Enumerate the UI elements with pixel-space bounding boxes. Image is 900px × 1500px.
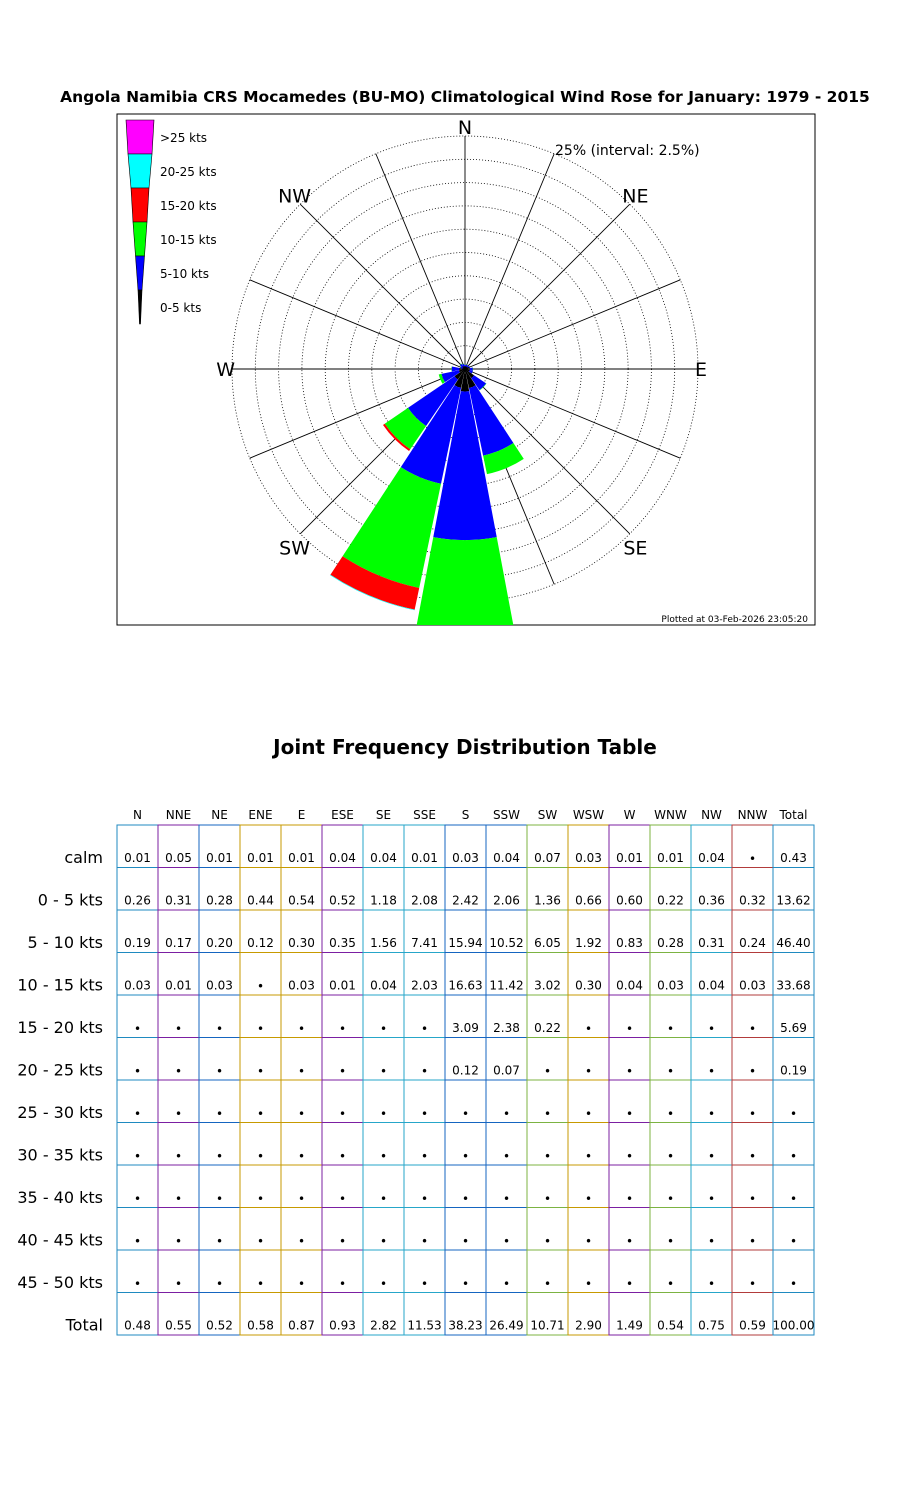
table-cell: • bbox=[215, 1192, 224, 1206]
table-cell: 10.71 bbox=[530, 1318, 565, 1333]
table-cell: • bbox=[174, 1064, 183, 1079]
table-cell: • bbox=[707, 1277, 716, 1291]
table-cell: 2.38 bbox=[493, 1021, 520, 1035]
table-cell: • bbox=[625, 1064, 634, 1079]
table-cell: 0.20 bbox=[206, 936, 233, 950]
table-cell: • bbox=[584, 1192, 593, 1206]
table-cell: • bbox=[338, 1277, 347, 1291]
table-cell: 2.03 bbox=[411, 978, 438, 993]
table-cell: 0.32 bbox=[739, 893, 766, 908]
table-cell: • bbox=[215, 1149, 224, 1164]
row-label: Total bbox=[65, 1315, 103, 1335]
table-cell: • bbox=[215, 1064, 224, 1079]
table-cell: • bbox=[584, 1234, 593, 1249]
legend-label: 5-10 kts bbox=[160, 267, 209, 281]
table-cell: • bbox=[666, 1022, 675, 1036]
table-cell: • bbox=[133, 1234, 142, 1249]
column-header-N: N bbox=[133, 808, 142, 822]
table-cell: 2.06 bbox=[493, 893, 520, 908]
table-cell: • bbox=[584, 1064, 593, 1079]
legend-label: 10-15 kts bbox=[160, 233, 217, 247]
column-header-E: E bbox=[297, 808, 306, 822]
table-cell: 0.52 bbox=[206, 1318, 233, 1333]
table-cell: • bbox=[338, 1064, 347, 1079]
table-cell: • bbox=[256, 1192, 265, 1206]
table-cell: • bbox=[133, 1149, 142, 1164]
table-cell: • bbox=[256, 1234, 265, 1249]
table-cell: • bbox=[338, 1149, 347, 1164]
table-cell: • bbox=[338, 1107, 347, 1121]
table-cell: 0.01 bbox=[657, 851, 684, 865]
row-label: 10 - 15 kts bbox=[17, 975, 103, 995]
table-cell: 15.94 bbox=[448, 936, 483, 950]
table-cell: • bbox=[461, 1149, 470, 1164]
table-cell: 0.87 bbox=[288, 1318, 315, 1333]
compass-label-NW: NW bbox=[278, 185, 312, 208]
table-cell: • bbox=[666, 1064, 675, 1079]
legend-label: >25 kts bbox=[160, 131, 208, 145]
table-cell: 46.40 bbox=[776, 936, 811, 950]
table-cell: 3.09 bbox=[452, 1021, 479, 1035]
table-cell: • bbox=[420, 1192, 429, 1206]
table-cell: 0.01 bbox=[206, 851, 233, 865]
table-cell: • bbox=[420, 1064, 429, 1079]
legend-label: 0-5 kts bbox=[160, 301, 202, 315]
table-cell: • bbox=[461, 1107, 470, 1121]
table-cell: • bbox=[133, 1277, 142, 1291]
table-cell: 0.31 bbox=[698, 936, 725, 950]
table-cell: • bbox=[256, 1107, 265, 1121]
table-cell: 0.60 bbox=[616, 893, 643, 908]
table-cell: • bbox=[297, 1107, 306, 1121]
table-cell: 0.30 bbox=[288, 936, 315, 950]
table-cell: • bbox=[625, 1277, 634, 1291]
table-cell: 0.01 bbox=[165, 978, 192, 993]
table-cell: • bbox=[338, 1022, 347, 1036]
table-cell: • bbox=[707, 1149, 716, 1164]
table-cell: 6.05 bbox=[534, 936, 561, 950]
table-body bbox=[17, 825, 814, 1335]
table-cell: 0.01 bbox=[411, 851, 438, 865]
column-header-SW: SW bbox=[537, 808, 558, 822]
table-cell: 0.03 bbox=[575, 851, 602, 865]
table-cell: • bbox=[707, 1064, 716, 1079]
table-cell: • bbox=[789, 1107, 798, 1121]
table-cell: • bbox=[174, 1234, 183, 1249]
column-header-SSE: SSE bbox=[413, 808, 436, 822]
table-cell: • bbox=[584, 1107, 593, 1121]
table-cell: 0.01 bbox=[329, 978, 356, 993]
table-cell: 11.42 bbox=[489, 978, 524, 993]
table-cell: • bbox=[666, 1234, 675, 1249]
compass-label-NE: NE bbox=[622, 185, 649, 208]
table-cell: 0.22 bbox=[534, 1021, 561, 1035]
table-cell: • bbox=[748, 1107, 757, 1121]
table-cell: • bbox=[543, 1192, 552, 1206]
column-header-NW: NW bbox=[701, 808, 722, 822]
table-cell: 1.49 bbox=[616, 1318, 643, 1333]
table-cell: 1.18 bbox=[370, 893, 397, 908]
table-cell: • bbox=[133, 1022, 142, 1036]
legend-label: 15-20 kts bbox=[160, 199, 217, 213]
row-label: 20 - 25 kts bbox=[17, 1060, 103, 1080]
table-cell: • bbox=[748, 1064, 757, 1079]
table-cell: • bbox=[748, 1149, 757, 1164]
table-cell: 0.59 bbox=[739, 1318, 766, 1333]
table-cell: 0.04 bbox=[698, 978, 725, 993]
table-cell: • bbox=[379, 1149, 388, 1164]
table-cell: • bbox=[420, 1277, 429, 1291]
table-cell: 0.01 bbox=[124, 851, 151, 865]
table-cell: • bbox=[748, 1192, 757, 1206]
table-cell: 26.49 bbox=[489, 1318, 524, 1333]
table-cell: • bbox=[502, 1234, 511, 1249]
table-cell: • bbox=[256, 1277, 265, 1291]
column-header-W: W bbox=[623, 808, 636, 822]
table-cell: • bbox=[707, 1107, 716, 1121]
table-cell: 2.90 bbox=[575, 1318, 602, 1333]
table-cell: • bbox=[625, 1107, 634, 1121]
table-cell: 0.54 bbox=[657, 1318, 684, 1333]
column-header-ENE: ENE bbox=[248, 808, 273, 822]
table-cell: 3.02 bbox=[534, 978, 561, 993]
row-label: 35 - 40 kts bbox=[17, 1188, 103, 1207]
table-cell: 0.43 bbox=[780, 851, 807, 865]
table-cell: 2.82 bbox=[370, 1318, 397, 1333]
table-cell: 0.93 bbox=[329, 1318, 356, 1333]
table-cell: 0.52 bbox=[329, 893, 356, 908]
legend-label: 20-25 kts bbox=[160, 165, 217, 179]
table-cell: 38.23 bbox=[448, 1318, 483, 1333]
table-cell: 1.36 bbox=[534, 893, 561, 908]
table-cell: • bbox=[215, 1107, 224, 1121]
table-cell: 0.30 bbox=[575, 978, 602, 993]
table-cell: 100.00 bbox=[772, 1318, 815, 1333]
table-cell: • bbox=[379, 1234, 388, 1249]
compass-label-E: E bbox=[695, 359, 708, 381]
table-cell: • bbox=[707, 1192, 716, 1206]
table-cell: 0.19 bbox=[124, 936, 151, 950]
row-label: 45 - 50 kts bbox=[17, 1273, 103, 1292]
table-cell: 0.12 bbox=[247, 936, 274, 950]
table-cell: • bbox=[748, 852, 757, 866]
table-cell: 16.63 bbox=[448, 978, 483, 993]
table-cell: 0.04 bbox=[698, 851, 725, 865]
table-cell: 0.04 bbox=[329, 851, 356, 865]
table-cell: • bbox=[338, 1192, 347, 1206]
column-header-SSW: SSW bbox=[492, 808, 521, 822]
table-cell: • bbox=[502, 1107, 511, 1121]
table-title: Joint Frequency Distribution Table bbox=[273, 735, 657, 759]
table-cell: • bbox=[543, 1149, 552, 1164]
column-header-NE: NE bbox=[211, 808, 228, 822]
table-cell: 33.68 bbox=[776, 978, 811, 993]
table-cell: 0.03 bbox=[657, 978, 684, 993]
table-cell: 5.69 bbox=[780, 1021, 807, 1035]
table-cell: • bbox=[420, 1107, 429, 1121]
table-cell: • bbox=[625, 1022, 634, 1036]
table-cell: • bbox=[420, 1234, 429, 1249]
table-cell: • bbox=[420, 1022, 429, 1036]
table-cell: • bbox=[379, 1022, 388, 1036]
wind-rose-title: Angola Namibia CRS Mocamedes (BU-MO) Climatological Wind Rose for January: 1979 - 2015 bbox=[60, 88, 870, 106]
table-cell: • bbox=[420, 1149, 429, 1164]
table-cell: 2.08 bbox=[411, 893, 438, 908]
table-header-row bbox=[133, 808, 808, 822]
table-cell: • bbox=[543, 1234, 552, 1249]
row-label: 25 - 30 kts bbox=[17, 1103, 103, 1122]
table-cell: • bbox=[133, 1192, 142, 1206]
compass-label-SW: SW bbox=[279, 537, 311, 560]
table-cell: • bbox=[461, 1277, 470, 1291]
table-cell: • bbox=[338, 1234, 347, 1249]
table-cell: • bbox=[215, 1022, 224, 1036]
table-cell: • bbox=[297, 1234, 306, 1249]
table-cell: • bbox=[174, 1192, 183, 1206]
table-cell: • bbox=[666, 1149, 675, 1164]
column-header-ESE: ESE bbox=[331, 808, 354, 822]
table-cell: 0.36 bbox=[698, 893, 725, 908]
table-cell: 0.19 bbox=[780, 1063, 807, 1078]
table-cell: • bbox=[256, 1149, 265, 1164]
table-cell: 0.54 bbox=[288, 893, 315, 908]
table-cell: • bbox=[502, 1192, 511, 1206]
table-cell: 0.01 bbox=[616, 851, 643, 865]
table-cell: 0.03 bbox=[739, 978, 766, 993]
table-cell: 0.07 bbox=[493, 1063, 520, 1078]
table-cell: 0.04 bbox=[370, 851, 397, 865]
table-cell: 0.03 bbox=[452, 851, 479, 865]
table-cell: • bbox=[584, 1277, 593, 1291]
table-cell: 2.42 bbox=[452, 893, 479, 908]
table-cell: 0.44 bbox=[247, 893, 274, 908]
table-cell: 0.03 bbox=[124, 978, 151, 993]
table-cell: • bbox=[625, 1192, 634, 1206]
table-cell: • bbox=[707, 1022, 716, 1036]
column-header-Total: Total bbox=[779, 808, 808, 822]
table-cell: • bbox=[174, 1277, 183, 1291]
table-cell: 0.03 bbox=[288, 978, 315, 993]
table-cell: • bbox=[502, 1277, 511, 1291]
table-cell: 11.53 bbox=[407, 1318, 442, 1333]
column-header-WSW: WSW bbox=[572, 808, 605, 822]
table-cell: 0.04 bbox=[616, 978, 643, 993]
table-cell: • bbox=[789, 1192, 798, 1206]
compass-label-N: N bbox=[457, 117, 473, 139]
table-cell: • bbox=[584, 1022, 593, 1036]
table-cell: 0.04 bbox=[493, 851, 520, 865]
row-label: 5 - 10 kts bbox=[27, 933, 103, 952]
table-cell: • bbox=[133, 1107, 142, 1121]
column-header-S: S bbox=[461, 808, 470, 822]
table-cell: 0.28 bbox=[657, 936, 684, 950]
table-cell: • bbox=[297, 1149, 306, 1164]
table-cell: • bbox=[543, 1277, 552, 1291]
table-cell: 0.05 bbox=[165, 851, 192, 865]
table-cell: 10.52 bbox=[489, 936, 524, 950]
column-header-WNW: WNW bbox=[654, 808, 687, 822]
table-cell: • bbox=[256, 979, 265, 994]
column-header-SE: SE bbox=[375, 808, 392, 822]
column-header-NNE: NNE bbox=[165, 808, 192, 822]
table-cell: 0.58 bbox=[247, 1318, 274, 1333]
wind-rose-scale-label: 25% (interval: 2.5%) bbox=[555, 143, 700, 159]
table-cell: • bbox=[502, 1149, 511, 1164]
compass-label-W: W bbox=[216, 359, 235, 381]
table-cell: • bbox=[133, 1064, 142, 1079]
table-cell: 0.28 bbox=[206, 893, 233, 908]
table-cell: 0.12 bbox=[452, 1063, 479, 1078]
table-cell: • bbox=[789, 1234, 798, 1249]
table-cell: 0.75 bbox=[698, 1318, 725, 1333]
table-cell: 0.26 bbox=[124, 893, 151, 908]
table-cell: • bbox=[297, 1022, 306, 1036]
table-cell: • bbox=[379, 1277, 388, 1291]
table-cell: • bbox=[215, 1277, 224, 1291]
table-cell: 0.83 bbox=[616, 936, 643, 950]
table-cell: 0.66 bbox=[575, 893, 602, 908]
table-cell: • bbox=[543, 1064, 552, 1079]
table-cell: 0.48 bbox=[124, 1318, 151, 1333]
table-cell: 0.24 bbox=[739, 936, 766, 950]
table-cell: • bbox=[379, 1192, 388, 1206]
table-cell: • bbox=[666, 1277, 675, 1291]
row-label: 0 - 5 kts bbox=[37, 890, 103, 910]
table-cell: • bbox=[789, 1149, 798, 1164]
table-cell: 13.62 bbox=[776, 893, 811, 908]
table-cell: • bbox=[297, 1192, 306, 1206]
table-cell: • bbox=[748, 1022, 757, 1036]
row-label: 15 - 20 kts bbox=[17, 1018, 103, 1037]
table-cell: 1.92 bbox=[575, 936, 602, 950]
row-label: 40 - 45 kts bbox=[17, 1230, 103, 1250]
table-cell: 0.07 bbox=[534, 851, 561, 865]
table-cell: • bbox=[748, 1277, 757, 1291]
plotted-at-timestamp: Plotted at 03-Feb-2026 23:05:20 bbox=[661, 615, 808, 625]
table-cell: • bbox=[625, 1234, 634, 1249]
table-cell: 0.35 bbox=[329, 936, 356, 950]
table-cell: • bbox=[379, 1107, 388, 1121]
table-cell: • bbox=[461, 1234, 470, 1249]
table-cell: • bbox=[174, 1107, 183, 1121]
table-cell: 0.22 bbox=[657, 893, 684, 908]
table-cell: • bbox=[215, 1234, 224, 1249]
table-cell: • bbox=[174, 1022, 183, 1036]
table-cell: • bbox=[461, 1192, 470, 1206]
table-cell: • bbox=[256, 1022, 265, 1036]
table-cell: 7.41 bbox=[411, 936, 438, 950]
table-cell: • bbox=[789, 1277, 798, 1291]
table-cell: • bbox=[748, 1234, 757, 1249]
table-cell: • bbox=[543, 1107, 552, 1121]
table-cell: 0.04 bbox=[370, 978, 397, 993]
table-cell: • bbox=[297, 1277, 306, 1291]
table-cell: 0.01 bbox=[247, 851, 274, 865]
compass-label-SE: SE bbox=[623, 537, 648, 560]
table-cell: • bbox=[666, 1192, 675, 1206]
table-cell: • bbox=[256, 1064, 265, 1079]
table-cell: • bbox=[379, 1064, 388, 1079]
table-cell: 0.01 bbox=[288, 851, 315, 865]
row-label: 30 - 35 kts bbox=[17, 1145, 103, 1165]
column-header-NNW: NNW bbox=[737, 808, 768, 822]
table-cell: • bbox=[666, 1107, 675, 1121]
table-cell: 0.03 bbox=[206, 978, 233, 993]
table-cell: 0.55 bbox=[165, 1318, 192, 1333]
table-cell: • bbox=[174, 1149, 183, 1164]
table-cell: 0.31 bbox=[165, 893, 192, 908]
table-cell: 0.17 bbox=[165, 936, 192, 950]
row-label: calm bbox=[64, 848, 103, 867]
table-cell: • bbox=[625, 1149, 634, 1164]
table-cell: • bbox=[297, 1064, 306, 1079]
table-cell: • bbox=[584, 1149, 593, 1164]
table-cell: 1.56 bbox=[370, 936, 397, 950]
table-cell: • bbox=[707, 1234, 716, 1249]
